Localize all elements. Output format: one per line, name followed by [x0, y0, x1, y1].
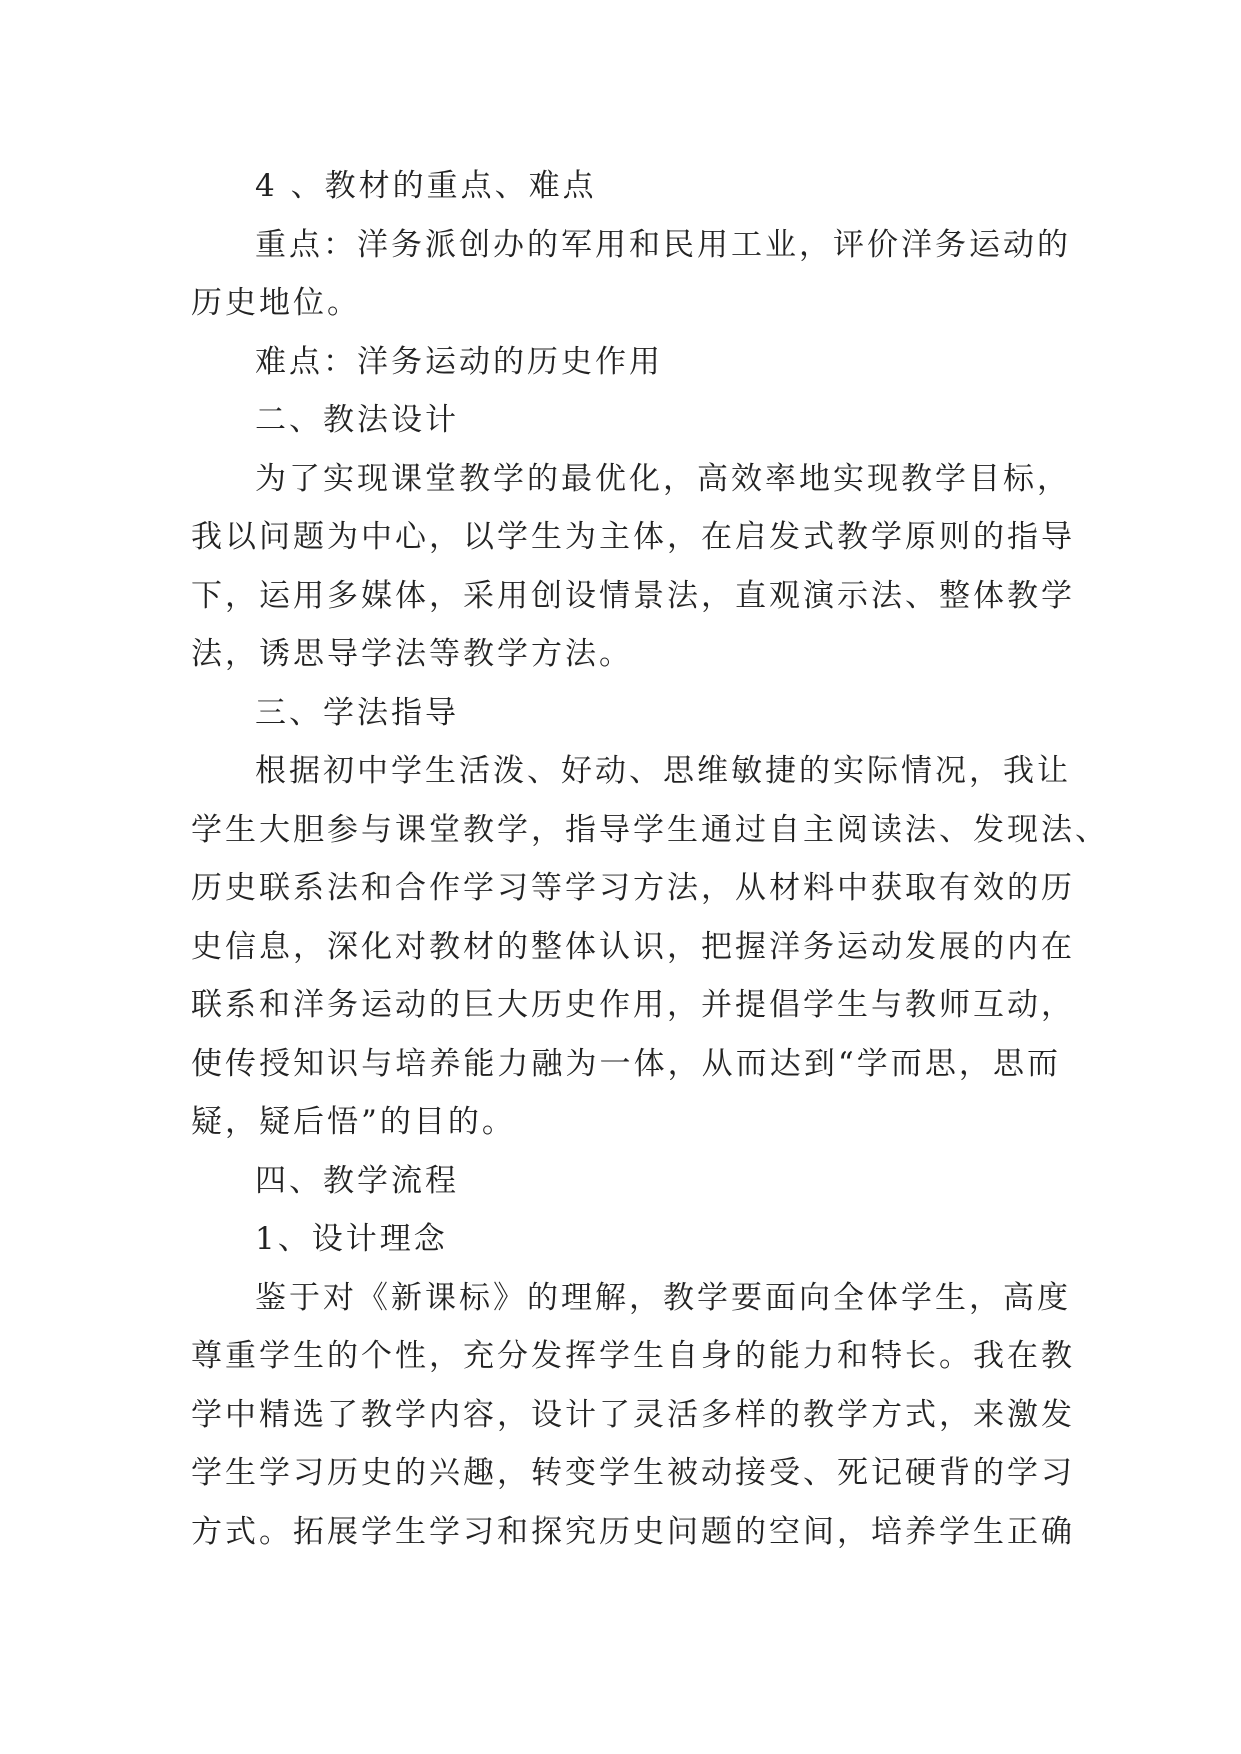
heading-teaching-method: 二、教法设计 — [255, 402, 459, 438]
heading-learning-method: 三、学法指导 — [255, 694, 459, 731]
text-line: 重点：洋务派创办的军用和民用工业，评价洋务运动的 — [255, 226, 1071, 263]
text-line: 历史联系法和合作学习等学习方法，从材料中获取有效的历 — [191, 870, 1075, 906]
text-line: 难点：洋务运动的历史作用 — [255, 343, 663, 380]
heading-teaching-process: 四、教学流程 — [255, 1162, 459, 1199]
heading-design-concept: 1、设计理念 — [255, 1221, 448, 1257]
text-line: 历史地位。 — [191, 285, 361, 321]
text-line: 鉴于对《新课标》的理解，教学要面向全体学生，高度 — [255, 1279, 1071, 1316]
text-line: 联系和洋务运动的巨大历史作用，并提倡学生与教师互动， — [191, 987, 1075, 1023]
text-line: 我以问题为中心，以学生为主体，在启发式教学原则的指导 — [191, 519, 1075, 555]
text-line: 根据初中学生活泼、好动、思维敏捷的实际情况，我让 — [255, 753, 1071, 789]
text-line: 下，运用多媒体，采用创设情景法，直观演示法、整体教学 — [191, 577, 1075, 614]
text-line: 方式。拓展学生学习和探究历史问题的空间，培养学生正确 — [191, 1513, 1075, 1550]
text-line: 学生学习历史的兴趣，转变学生被动接受、死记硬背的学习 — [191, 1455, 1075, 1491]
text-line: 尊重学生的个性，充分发挥学生自身的能力和特长。我在教 — [191, 1338, 1075, 1374]
text-line: 史信息，深化对教材的整体认识，把握洋务运动发展的内在 — [191, 928, 1075, 965]
text-line: 疑，疑后悟”的目的。 — [191, 1104, 516, 1140]
text-line: 学生大胆参与课堂教学，指导学生通过自主阅读法、发现法、 — [191, 811, 1109, 848]
text-line: 使传授知识与培养能力融为一体，从而达到“学而思，思而 — [191, 1045, 1061, 1082]
document-body — [191, 157, 1109, 1561]
text-line: 法，诱思导学法等教学方法。 — [191, 636, 633, 672]
heading-key-points: 4 、教材的重点、难点 — [255, 168, 597, 204]
text-line: 学中精选了教学内容，设计了灵活多样的教学方式，来激发 — [191, 1396, 1075, 1433]
text-line: 为了实现课堂教学的最优化，高效率地实现教学目标， — [255, 460, 1071, 497]
